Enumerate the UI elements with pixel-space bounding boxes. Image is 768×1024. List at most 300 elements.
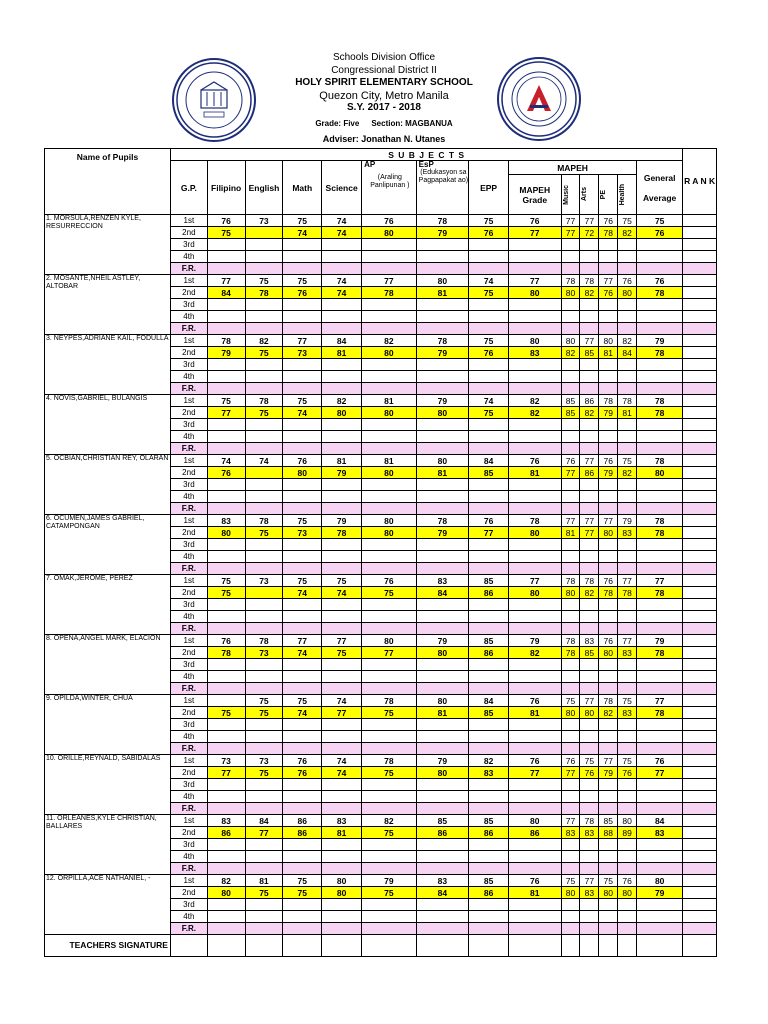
empty-cell (683, 335, 717, 347)
grade-cell: 85 (599, 815, 618, 827)
grade-cell: 77 (637, 575, 683, 587)
empty-cell (561, 563, 580, 575)
col-math: Math (283, 161, 322, 215)
empty-cell (362, 623, 417, 635)
grade-cell: 80 (580, 707, 599, 719)
grade-cell: 82 (580, 407, 599, 419)
empty-cell (580, 551, 599, 563)
grade-cell: 78 (637, 407, 683, 419)
grade-cell: 76 (561, 755, 580, 767)
grade-cell: 75 (580, 755, 599, 767)
grade-section (0, 118, 768, 131)
empty-cell (245, 623, 283, 635)
empty-cell (207, 323, 245, 335)
empty-cell (580, 851, 599, 863)
grade-cell: 85 (469, 467, 509, 479)
empty-cell (469, 539, 509, 551)
empty-cell (683, 527, 717, 539)
empty-cell (580, 239, 599, 251)
empty-cell (637, 503, 683, 515)
grade-cell: 82 (618, 227, 637, 239)
empty-cell (469, 911, 509, 923)
empty-cell (683, 671, 717, 683)
empty-cell (599, 659, 618, 671)
grade-cell: 81 (416, 467, 468, 479)
grade-cell: 78 (362, 695, 417, 707)
grade-cell: 73 (245, 647, 283, 659)
quarter-label: 4th (170, 371, 207, 383)
empty-cell (207, 923, 245, 935)
empty-cell (637, 371, 683, 383)
empty-cell (322, 479, 362, 491)
empty-cell (683, 515, 717, 527)
grade-cell: 77 (561, 215, 580, 227)
empty-cell (322, 503, 362, 515)
grades-table (44, 148, 717, 957)
empty-cell (322, 779, 362, 791)
grade-cell: 74 (322, 275, 362, 287)
quarter-label: 4th (170, 731, 207, 743)
empty-cell (561, 299, 580, 311)
quarter-label: 1st (170, 695, 207, 707)
empty-cell (683, 875, 717, 887)
empty-cell (283, 779, 322, 791)
empty-cell (469, 839, 509, 851)
empty-cell (599, 899, 618, 911)
grade-cell: 78 (416, 335, 468, 347)
quarter-label: 4th (170, 311, 207, 323)
empty-cell (580, 263, 599, 275)
empty-cell (245, 443, 283, 455)
grade-cell: 76 (509, 875, 561, 887)
empty-cell (416, 491, 468, 503)
grade-cell: 77 (561, 767, 580, 779)
grade-cell: 76 (283, 287, 322, 299)
empty-cell (618, 311, 637, 323)
signature-cell (283, 935, 322, 957)
grade-cell: 79 (416, 635, 468, 647)
pupil-name: 4. NOVIS,GABRIEL, BULANGIS (45, 395, 171, 455)
grade-cell: 81 (561, 527, 580, 539)
empty-cell (683, 815, 717, 827)
grade-cell: 78 (599, 227, 618, 239)
empty-cell (618, 443, 637, 455)
empty-cell (207, 491, 245, 503)
empty-cell (561, 539, 580, 551)
empty-cell (618, 839, 637, 851)
grade-cell: 80 (322, 887, 362, 899)
empty-cell (618, 419, 637, 431)
grade-cell: 81 (322, 455, 362, 467)
pupil-name: 3. NEYPES,ADRIANE KAIL, FODULLA (45, 335, 171, 395)
grade-cell: 75 (618, 455, 637, 467)
empty-cell (322, 419, 362, 431)
grade-cell: 78 (245, 635, 283, 647)
grade-cell: 74 (283, 647, 322, 659)
empty-cell (362, 551, 417, 563)
section-label: Section: MAGBANUA (371, 118, 453, 128)
empty-cell (683, 719, 717, 731)
empty-cell (362, 599, 417, 611)
empty-cell (362, 299, 417, 311)
grade-cell: 77 (637, 695, 683, 707)
empty-cell (362, 779, 417, 791)
empty-cell (618, 563, 637, 575)
empty-cell (362, 239, 417, 251)
empty-cell (322, 599, 362, 611)
signature-cell (599, 935, 618, 957)
grade-cell: 79 (637, 635, 683, 647)
empty-cell (637, 743, 683, 755)
grade-cell: 75 (469, 287, 509, 299)
grade-cell: 78 (580, 815, 599, 827)
empty-cell (618, 683, 637, 695)
empty-cell (683, 395, 717, 407)
empty-cell (580, 863, 599, 875)
empty-cell (683, 683, 717, 695)
empty-cell (469, 551, 509, 563)
quarter-label: F.R. (170, 443, 207, 455)
grade-cell: 78 (561, 575, 580, 587)
empty-cell (561, 839, 580, 851)
grade-cell: 82 (207, 875, 245, 887)
table-row (45, 635, 717, 647)
grade-cell: 84 (322, 335, 362, 347)
grade-cell: 75 (362, 707, 417, 719)
empty-cell (683, 695, 717, 707)
grade-cell: 75 (362, 827, 417, 839)
grade-cell (245, 227, 283, 239)
empty-cell (469, 311, 509, 323)
col-music-label: Music (562, 184, 570, 205)
empty-cell (283, 803, 322, 815)
empty-cell (509, 803, 561, 815)
empty-cell (509, 563, 561, 575)
grade-cell: 78 (637, 647, 683, 659)
signature-cell (362, 935, 417, 957)
grade-cell: 77 (509, 275, 561, 287)
empty-cell (637, 719, 683, 731)
report-header (0, 52, 768, 146)
grade-cell: 76 (469, 515, 509, 527)
grade-cell: 75 (561, 875, 580, 887)
empty-cell (469, 803, 509, 815)
empty-cell (561, 311, 580, 323)
empty-cell (599, 491, 618, 503)
empty-cell (416, 683, 468, 695)
empty-cell (637, 911, 683, 923)
grade-cell: 81 (509, 887, 561, 899)
empty-cell (416, 863, 468, 875)
grade-cell: 77 (599, 275, 618, 287)
empty-cell (618, 851, 637, 863)
empty-cell (683, 419, 717, 431)
empty-cell (683, 503, 717, 515)
empty-cell (245, 731, 283, 743)
empty-cell (580, 311, 599, 323)
grade-cell: 80 (599, 335, 618, 347)
empty-cell (416, 803, 468, 815)
grade-cell: 79 (416, 527, 468, 539)
empty-cell (637, 683, 683, 695)
empty-cell (683, 611, 717, 623)
grade-cell: 74 (322, 767, 362, 779)
grade-cell: 78 (245, 287, 283, 299)
quarter-label: 2nd (170, 227, 207, 239)
grade-cell: 74 (283, 707, 322, 719)
empty-cell (561, 803, 580, 815)
grade-cell: 77 (580, 215, 599, 227)
empty-cell (469, 899, 509, 911)
grade-cell: 80 (362, 347, 417, 359)
empty-cell (245, 491, 283, 503)
grade-cell: 80 (416, 647, 468, 659)
empty-cell (469, 863, 509, 875)
empty-cell (362, 539, 417, 551)
grade-cell: 81 (362, 455, 417, 467)
grade-cell: 77 (580, 455, 599, 467)
empty-cell (637, 599, 683, 611)
empty-cell (637, 803, 683, 815)
grade-cell: 77 (561, 815, 580, 827)
grade-cell: 76 (618, 875, 637, 887)
grade-cell: 84 (618, 347, 637, 359)
grade-cell: 77 (580, 875, 599, 887)
grade-cell: 75 (469, 215, 509, 227)
grade-cell: 82 (245, 335, 283, 347)
empty-cell (416, 551, 468, 563)
grade-cell: 75 (207, 587, 245, 599)
empty-cell (683, 275, 717, 287)
grade-cell: 77 (469, 527, 509, 539)
empty-cell (469, 479, 509, 491)
quarter-label: F.R. (170, 383, 207, 395)
grade-cell: 79 (416, 347, 468, 359)
grade-cell: 79 (637, 887, 683, 899)
quarter-label: 3rd (170, 599, 207, 611)
empty-cell (580, 563, 599, 575)
empty-cell (322, 299, 362, 311)
empty-cell (283, 551, 322, 563)
grade-cell: 80 (362, 527, 417, 539)
empty-cell (599, 443, 618, 455)
grade-cell: 80 (509, 287, 561, 299)
grade-cell: 76 (637, 755, 683, 767)
empty-cell (362, 311, 417, 323)
quarter-label: F.R. (170, 503, 207, 515)
empty-cell (618, 479, 637, 491)
grade-cell: 76 (509, 695, 561, 707)
empty-cell (469, 731, 509, 743)
empty-cell (469, 371, 509, 383)
quarter-label: 2nd (170, 707, 207, 719)
empty-cell (362, 419, 417, 431)
empty-cell (245, 923, 283, 935)
grade-cell: 84 (416, 587, 468, 599)
empty-cell (580, 611, 599, 623)
empty-cell (561, 659, 580, 671)
grade-cell: 80 (416, 275, 468, 287)
empty-cell (509, 383, 561, 395)
empty-cell (637, 659, 683, 671)
empty-cell (469, 563, 509, 575)
empty-cell (509, 743, 561, 755)
empty-cell (469, 719, 509, 731)
empty-cell (416, 239, 468, 251)
empty-cell (580, 599, 599, 611)
grade-cell: 76 (362, 215, 417, 227)
empty-cell (245, 551, 283, 563)
grade-cell: 77 (207, 407, 245, 419)
empty-cell (561, 599, 580, 611)
school-name: HOLY SPIRIT ELEMENTARY SCHOOL (295, 77, 473, 88)
empty-cell (469, 659, 509, 671)
grade-cell: 72 (580, 227, 599, 239)
grade-cell: 76 (469, 347, 509, 359)
empty-cell (469, 263, 509, 275)
grade-cell: 82 (509, 647, 561, 659)
grade-cell: 77 (561, 515, 580, 527)
table-row (45, 875, 717, 887)
grade-cell: 81 (362, 395, 417, 407)
empty-cell (245, 323, 283, 335)
pupil-name: 1. MORSULA,RENZEN KYLE, RESURRECCION (45, 215, 171, 275)
quarter-label: 2nd (170, 527, 207, 539)
grade-cell: 80 (416, 767, 468, 779)
empty-cell (599, 851, 618, 863)
grade-cell: 78 (561, 647, 580, 659)
grade-cell: 85 (469, 875, 509, 887)
grade-cell: 80 (637, 875, 683, 887)
empty-cell (362, 683, 417, 695)
empty-cell (322, 743, 362, 755)
empty-cell (416, 539, 468, 551)
empty-cell (469, 923, 509, 935)
grade-cell: 89 (618, 827, 637, 839)
empty-cell (469, 443, 509, 455)
empty-cell (416, 479, 468, 491)
empty-cell (362, 563, 417, 575)
empty-cell (599, 563, 618, 575)
empty-cell (245, 791, 283, 803)
empty-cell (469, 383, 509, 395)
empty-cell (683, 491, 717, 503)
empty-cell (245, 239, 283, 251)
quarter-label: 3rd (170, 899, 207, 911)
empty-cell (245, 431, 283, 443)
empty-cell (599, 383, 618, 395)
empty-cell (416, 659, 468, 671)
grade-cell: 78 (637, 347, 683, 359)
grade-cell: 79 (416, 227, 468, 239)
grade-cell: 78 (637, 707, 683, 719)
empty-cell (509, 683, 561, 695)
grade-cell: 78 (637, 395, 683, 407)
grade-cell: 77 (509, 575, 561, 587)
grade-cell: 78 (618, 395, 637, 407)
empty-cell (207, 503, 245, 515)
grade-cell: 83 (580, 887, 599, 899)
empty-cell (637, 263, 683, 275)
empty-cell (599, 671, 618, 683)
grade-cell: 77 (561, 467, 580, 479)
empty-cell (207, 611, 245, 623)
grade-cell: 75 (245, 275, 283, 287)
empty-cell (509, 239, 561, 251)
empty-cell (245, 251, 283, 263)
grade-cell: 83 (322, 815, 362, 827)
empty-cell (469, 683, 509, 695)
grade-cell: 85 (580, 347, 599, 359)
quarter-label: 2nd (170, 887, 207, 899)
grade-cell: 75 (283, 875, 322, 887)
signature-cell (637, 935, 683, 957)
grade-cell: 76 (283, 455, 322, 467)
empty-cell (561, 923, 580, 935)
empty-cell (416, 731, 468, 743)
empty-cell (599, 779, 618, 791)
quarter-label: 3rd (170, 839, 207, 851)
empty-cell (637, 839, 683, 851)
quarter-label: 1st (170, 755, 207, 767)
grade-cell: 77 (599, 755, 618, 767)
grade-cell: 77 (580, 527, 599, 539)
grade-cell (245, 587, 283, 599)
grade-cell: 86 (469, 587, 509, 599)
empty-cell (416, 359, 468, 371)
grade-cell: 81 (599, 347, 618, 359)
empty-cell (207, 791, 245, 803)
empty-cell (362, 263, 417, 275)
grade-cell: 86 (207, 827, 245, 839)
empty-cell (283, 479, 322, 491)
empty-cell (599, 743, 618, 755)
grade-cell: 75 (207, 227, 245, 239)
empty-cell (561, 911, 580, 923)
empty-cell (245, 383, 283, 395)
table-row (45, 755, 717, 767)
empty-cell (509, 659, 561, 671)
empty-cell (416, 503, 468, 515)
grade-cell: 75 (618, 695, 637, 707)
grade-cell: 82 (561, 347, 580, 359)
quarter-label: 3rd (170, 719, 207, 731)
empty-cell (283, 239, 322, 251)
empty-cell (580, 899, 599, 911)
empty-cell (322, 311, 362, 323)
quarter-label: 4th (170, 491, 207, 503)
empty-cell (618, 671, 637, 683)
signature-cell (618, 935, 637, 957)
empty-cell (618, 899, 637, 911)
col-science: Science (322, 161, 362, 215)
empty-cell (245, 803, 283, 815)
quarter-label: 2nd (170, 287, 207, 299)
empty-cell (683, 755, 717, 767)
grade-cell: 84 (245, 815, 283, 827)
signature-cell (580, 935, 599, 957)
empty-cell (580, 371, 599, 383)
empty-cell (416, 839, 468, 851)
grade-cell: 83 (416, 575, 468, 587)
grade-cell: 73 (207, 755, 245, 767)
empty-cell (618, 371, 637, 383)
grade-cell: 73 (245, 575, 283, 587)
quarter-label: 1st (170, 395, 207, 407)
empty-cell (561, 851, 580, 863)
grade-cell: 77 (618, 575, 637, 587)
empty-cell (362, 491, 417, 503)
